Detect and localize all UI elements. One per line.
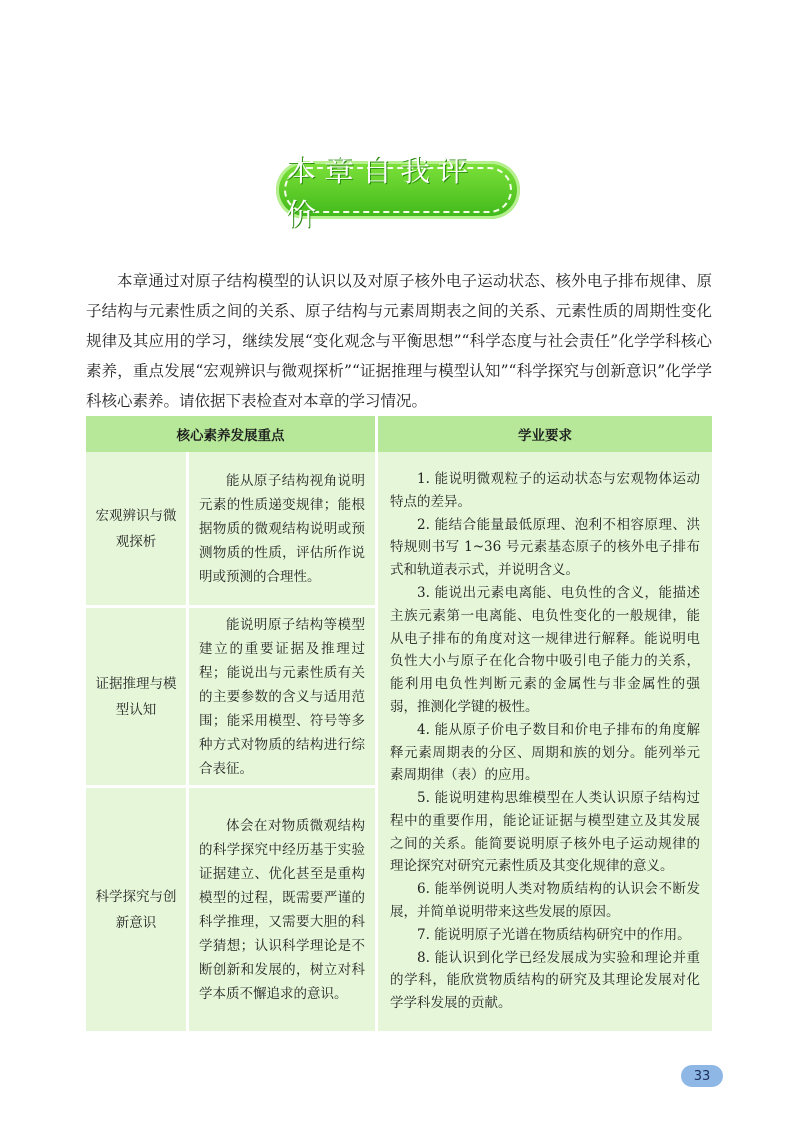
title-dashed-border [284, 154, 512, 233]
intro-paragraph: 本章通过对原子结构模型的认识以及对原子核外电子运动状态、核外电子排布规律、原子结构与元素性质之间的关系、原子结构与元素周期表之间的关系、元素性质的周期性变化规律及其应用的学习，继续发展“变化观念与平衡思想”“科学态度与社会责任”化学学科核心素养，重点发展“宏观辨识与微观探析”“证据推理与模型认知”“科学探究与创新意识”化学学科核心素养。请依据下表检查对本章的学习情况。 [86, 272, 712, 410]
requirement-item: 3. 能说出元素电离能、电负性的含义，能描述主族元素第一电离能、电负性变化的一般规律，能从电子排布的角度对这一规律进行解释。能说明电负性大小与原子在化合物中吸引电子能力的关系，能利用电负性判断元素的金属性与非金属性的强弱，推测化学键的极性。 [390, 584, 700, 715]
requirement-item: 6. 能举例说明人类对物质结构的认识会不断发展，并简单说明带来这些发展的原因。 [390, 881, 700, 921]
row-description [189, 452, 378, 608]
row-category: 科学探究与创新意识 [86, 788, 189, 1031]
requirement-item: 5. 能说明建构思维模型在人类认识原子结构过程中的重要作用，能论证证据与模型建立及其发展之间的关系。能简要说明原子核外电子运动规律的理论探究对研究元素性质及其变化规律的意义。 [390, 790, 700, 875]
row-description-text: 能从原子结构视角说明元素的性质递变规律；能根据物质的微观结构说明或预测物质的性质，评估所作说明或预测的合理性。 [199, 472, 365, 585]
row-description-text: 能说明原子结构等模型建立的重要证据及推理过程；能说出与元素性质有关的主要参数的含义与适用范围；能采用模型、符号等多种方式对物质的结构进行综合表征。 [199, 616, 365, 777]
requirement-item: 2. 能结合能量最低原理、泡利不相容原理、洪特规则书写 1~36 号元素基态原子的核外电子排布式和轨道表示式，并说明含义。 [390, 516, 700, 579]
page-number: 33 [681, 1065, 723, 1087]
row-description [189, 608, 378, 788]
requirement-item: 1. 能说明微观粒子的运动状态与宏观物体运动特点的差异。 [390, 470, 700, 510]
requirement-item: 8. 能认识到化学已经发展成为实验和理论并重的学科，能欣赏物质结构的研究及其理论发展对化学学科发展的贡献。 [390, 949, 700, 1012]
page-title: 本章自我评价 [286, 154, 476, 233]
self-assessment-table [86, 416, 712, 1031]
row-category: 证据推理与模型认知 [86, 608, 189, 788]
header-academic-requirements: 学业要求 [378, 416, 712, 452]
row-description-text: 体会在对物质微观结构的科学探究中经历基于实验证据建立、优化甚至是重构模型的过程，既需要严谨的科学推理，又需要大胆的科学猜想；认识科学理论是不断创新和发展的，树立对科学本质不懈追求的意识。 [199, 817, 365, 1002]
requirement-item: 4. 能从原子价电子数目和价电子排布的角度解释元素周期表的分区、周期和族的划分。能列举元素周期律（表）的应用。 [390, 721, 700, 784]
row-category: 宏观辨识与微观探析 [86, 452, 189, 608]
table-row [86, 452, 712, 608]
requirement-item: 7. 能说明原子光谱在物质结构研究中的作用。 [417, 926, 691, 943]
header-core-literacy: 核心素养发展重点 [86, 416, 378, 452]
table-header-row [86, 416, 712, 452]
row-description [189, 788, 378, 1031]
chapter-title-badge [276, 154, 520, 233]
requirements-cell [378, 452, 712, 1031]
